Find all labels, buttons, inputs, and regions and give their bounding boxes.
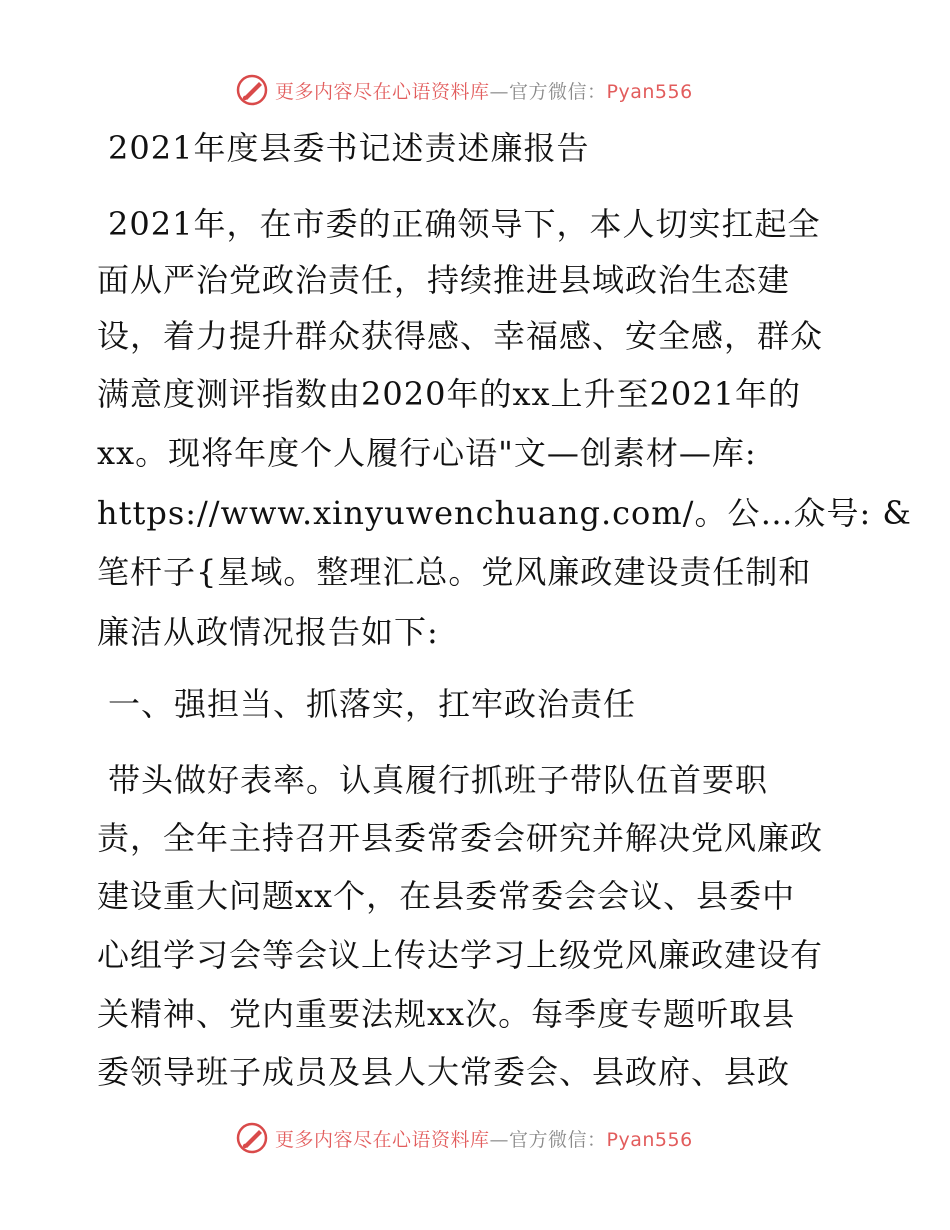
watermark-dash: —	[489, 80, 510, 103]
paragraph-line: 满意度测评指数由2020年的xx上升至2021年的	[97, 375, 801, 413]
paragraph-line: 心组学习会等会议上传达学习上级党风廉政建设有	[97, 936, 824, 974]
watermark-id: Pyan556	[606, 1128, 693, 1151]
paragraph-line: 关精神、党内重要法规xx次。每季度专题听取县	[97, 995, 796, 1033]
watermark-main: 更多内容尽在心语资料库	[275, 1128, 490, 1151]
watermark-id: Pyan556	[606, 80, 693, 103]
paragraph-line: 建设重大问题xx个，在县委常委会会议、县委中	[97, 877, 796, 915]
watermark-text	[275, 1125, 693, 1152]
footer-watermark	[235, 1120, 755, 1156]
paragraph-line: 带头做好表率。认真履行抓班子带队伍首要职	[108, 761, 769, 799]
paragraph-line: 廉洁从政情况报告如下:	[97, 613, 439, 651]
watermark-official: 官方微信：	[509, 80, 607, 103]
watermark-text	[275, 77, 693, 104]
header-watermark	[235, 72, 755, 108]
watermark-dash: —	[489, 1128, 510, 1151]
watermark-official: 官方微信：	[509, 1128, 607, 1151]
watermark-main: 更多内容尽在心语资料库	[275, 80, 490, 103]
paragraph-line: 笔杆子{星域。整理汇总。党风廉政建设责任制和	[97, 553, 812, 591]
paragraph-line: 2021年，在市委的正确领导下，本人切实扛起全	[108, 205, 821, 243]
paragraph-line: xx。现将年度个人履行心语"文—创素材—库:	[97, 434, 757, 472]
document-title: 2021年度县委书记述责述廉报告	[108, 129, 590, 167]
paragraph-line: 委领导班子成员及县人大常委会、县政府、县政	[97, 1053, 791, 1091]
paragraph-line: 设，着力提升群众获得感、幸福感、安全感，群众	[97, 317, 824, 355]
logo-icon	[235, 1121, 269, 1155]
paragraph-line: 面从严治党政治责任，持续推进县域政治生态建	[97, 261, 791, 299]
section-heading: 一、强担当、抓落实，扛牢政治责任	[108, 685, 637, 723]
paragraph-line: https://www.xinyuwenchuang.com/。公…众号: &	[97, 494, 912, 532]
paragraph-line: 责，全年主持召开县委常委会研究并解决党风廉政	[97, 819, 824, 857]
logo-icon	[235, 73, 269, 107]
